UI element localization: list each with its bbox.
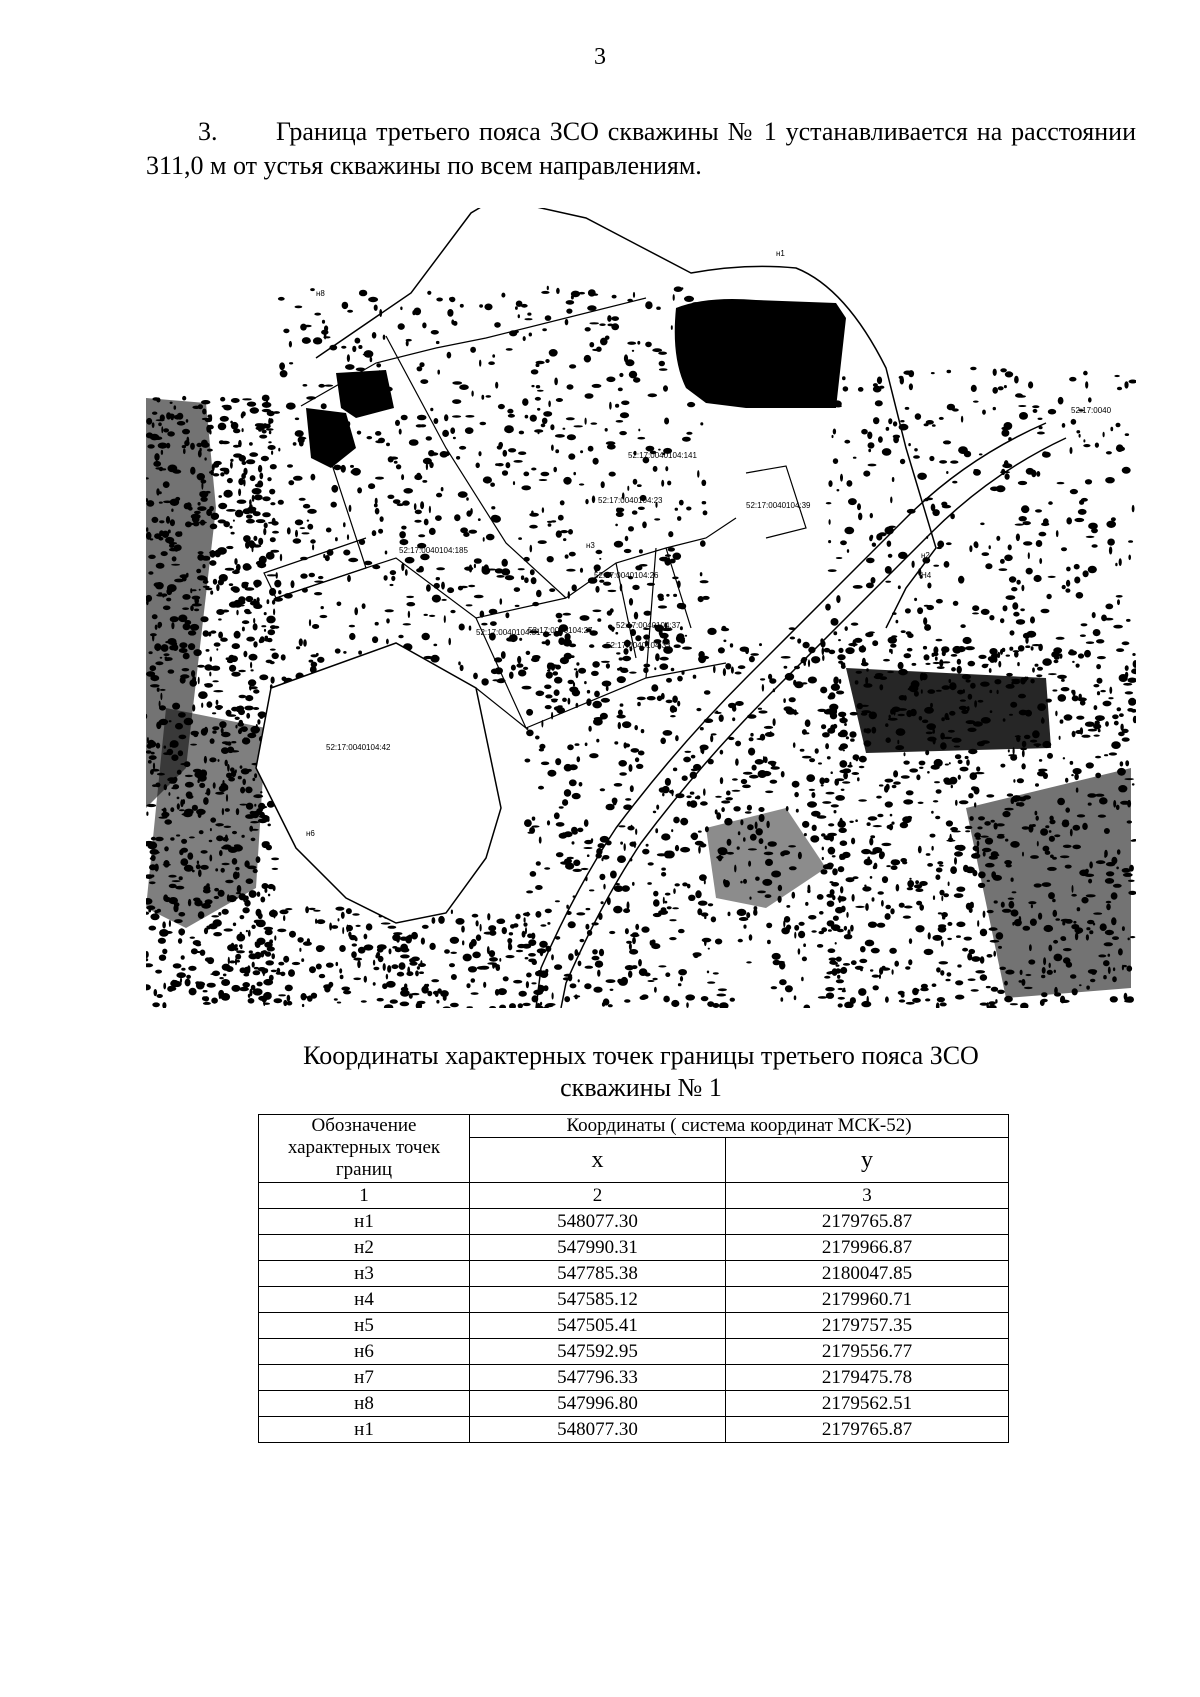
cell-x: 547796.33 <box>470 1365 726 1391</box>
cell-y: 2179556.77 <box>725 1339 1008 1365</box>
map-label-plot-33: 52:17:0040104:33 <box>606 641 671 650</box>
paragraph-text: Граница третьего пояса ЗСО скважины № 1 устанавливается на расстоянии 311,0 м от устья скважины по всем направлениям. <box>146 117 1136 180</box>
paragraph-3 <box>146 115 1136 183</box>
table-row <box>259 1313 1009 1339</box>
header-coordinates: Координаты ( система координат МСК-52) <box>470 1115 1009 1138</box>
cell-y: 2179757.35 <box>725 1313 1008 1339</box>
cell-x: 548077.30 <box>470 1417 726 1443</box>
map-label-plot-42: 52:17:0040104:42 <box>326 743 391 752</box>
cell-y: 2179765.87 <box>725 1209 1008 1235</box>
map-label-plot-185: 52:17:0040104:185 <box>399 546 468 555</box>
cell-point: н5 <box>259 1313 470 1339</box>
column-number-3: 3 <box>725 1183 1008 1209</box>
map-label-edge: 52:17:0040 <box>1071 406 1112 415</box>
table-row <box>259 1287 1009 1313</box>
cell-point: н3 <box>259 1261 470 1287</box>
coordinates-table <box>258 1114 1009 1443</box>
page-number: 3 <box>594 44 606 70</box>
table-row <box>259 1339 1009 1365</box>
table-row <box>259 1235 1009 1261</box>
map-label-plot-141: 52:17:0040104:141 <box>628 451 697 460</box>
map-label-plot-37: 52:17:0040104:37 <box>616 621 681 630</box>
cell-y: 2179960.71 <box>725 1287 1008 1313</box>
table-row <box>259 1391 1009 1417</box>
map-label-n2: н2 <box>921 551 930 560</box>
column-number-1: 1 <box>259 1183 470 1209</box>
cell-x: 547592.95 <box>470 1339 726 1365</box>
map-label-plot-23: 52:17:0040104:23 <box>598 496 663 505</box>
cell-x: 548077.30 <box>470 1209 726 1235</box>
cell-y: 2179765.87 <box>725 1417 1008 1443</box>
map-label-n3: н3 <box>586 541 595 550</box>
map-label-plot-51: 52:17:0040104:51 <box>476 628 541 637</box>
cell-y: 2180047.85 <box>725 1261 1008 1287</box>
header-y: y <box>725 1138 1008 1183</box>
map-label-n8: н8 <box>316 289 325 298</box>
cell-point: н8 <box>259 1391 470 1417</box>
paragraph-number: 3. <box>198 117 218 146</box>
cell-y: 2179562.51 <box>725 1391 1008 1417</box>
cell-y: 2179475.78 <box>725 1365 1008 1391</box>
table-row <box>259 1365 1009 1391</box>
cell-x: 547990.31 <box>470 1235 726 1261</box>
cell-point: н2 <box>259 1235 470 1261</box>
map-label-n4: Н4 <box>921 571 932 580</box>
plot-42-field <box>256 643 501 923</box>
header-x: x <box>470 1138 726 1183</box>
map-label-n6: н6 <box>306 829 315 838</box>
cell-x: 547996.80 <box>470 1391 726 1417</box>
cell-point: н7 <box>259 1365 470 1391</box>
table-caption <box>146 1040 1136 1104</box>
cell-point: н1 <box>259 1417 470 1443</box>
column-number-2: 2 <box>470 1183 726 1209</box>
cell-y: 2179966.87 <box>725 1235 1008 1261</box>
map-label-plot-39: 52:17:0040104:39 <box>746 501 811 510</box>
map-label-plot-27: 52:17:0040104:27 <box>528 626 593 635</box>
cell-point: н1 <box>259 1209 470 1235</box>
header-point-designation: Обозначение характерных точек границ <box>259 1115 470 1183</box>
map-label-n1: н1 <box>776 249 785 258</box>
cell-point: н4 <box>259 1287 470 1313</box>
cell-x: 547785.38 <box>470 1261 726 1287</box>
table-caption-line-2: скважины № 1 <box>560 1073 722 1102</box>
zso-boundary-map <box>146 208 1136 1008</box>
cell-x: 547505.41 <box>470 1313 726 1339</box>
cell-x: 547585.12 <box>470 1287 726 1313</box>
table-row <box>259 1417 1009 1443</box>
table-caption-line-1: Координаты характерных точек границы третьего пояса ЗСО <box>303 1041 979 1070</box>
map-image <box>146 208 1136 1008</box>
table-row <box>259 1261 1009 1287</box>
cell-point: н6 <box>259 1339 470 1365</box>
table-row <box>259 1209 1009 1235</box>
map-label-plot-26: 52:17:0040104:26 <box>594 571 659 580</box>
